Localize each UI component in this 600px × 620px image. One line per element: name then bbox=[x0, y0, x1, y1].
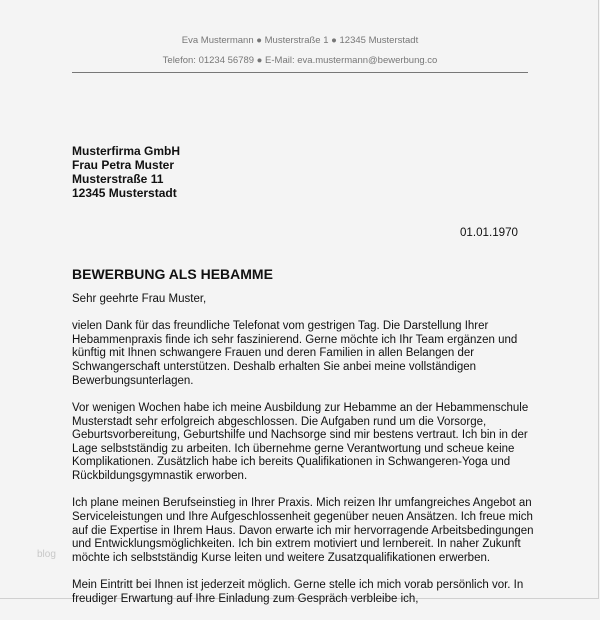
text-line: und Entwicklungsmöglichkeiten. Ich bin extrem motiviert und lernbereit. In naher Zukunft bbox=[72, 538, 521, 551]
text-line: Komplikationen. Zusätzlich habe ich bereits Qualifikationen in Schwangeren-Yoga und bbox=[72, 456, 511, 469]
recipient-street: Musterstraße 11 bbox=[72, 172, 164, 186]
text-line: Bewerbungsunterlagen. bbox=[72, 374, 194, 387]
watermark: blog bbox=[37, 549, 56, 560]
recipient-city: 12345 Musterstadt bbox=[72, 186, 177, 200]
text-line: Schwangerschaft unterstützen. Deshalb erhalten Sie anbei meine vollständigen bbox=[72, 361, 477, 374]
header-divider bbox=[72, 72, 528, 73]
text-line: möchte ich selbstständig Kurse leiten und weitere Zusatzqualifikationen erwerben. bbox=[72, 551, 491, 564]
text-line: Musterstadt sehr erfolgreich abgeschlossen. Die Aufgaben rund um die Vorsorge, bbox=[72, 415, 487, 428]
text-line: Serviceleistungen und Ihre Aufgeschlossenheit gegenüber neuen Ansätzen. Ich freue mich bbox=[72, 510, 533, 523]
salutation: Sehr geehrte Frau Muster, bbox=[72, 293, 207, 305]
text-line: Lage selbstständig zu arbeiten. Ich übernehme gerne Verantwortung und scheue keine bbox=[72, 442, 515, 455]
text-line: Hebammenpraxis finde ich sehr faszinierend. Gerne möchte ich Ihr Team ergänzen und bbox=[72, 333, 518, 346]
text-line: Rückbildungsgymnastik erworben. bbox=[72, 470, 248, 483]
letter-body bbox=[72, 293, 534, 620]
recipient-address bbox=[72, 144, 180, 200]
paragraph bbox=[72, 402, 534, 484]
paragraph bbox=[72, 320, 534, 388]
text-line: künftig mit Ihnen schwangere Frauen und deren Familien in allen Belangen der bbox=[72, 347, 475, 360]
sender-contact: Telefon: 01234 56789 ● E-Mail: eva.mustermann@bewerbung.co bbox=[162, 55, 438, 66]
text-line: auf die Expertise in Ihrem Haus. Davon erwarte ich mir hervorragende Arbeitsbedingungen bbox=[72, 524, 534, 537]
sender-name-address: Eva Mustermann ● Musterstraße 1 ● 12345 Musterstadt bbox=[181, 35, 419, 46]
paragraph bbox=[72, 579, 534, 606]
text-line: Vor wenigen Wochen habe ich meine Ausbildung zur Hebamme an der Hebammenschule bbox=[72, 401, 529, 414]
letter-subject: BEWERBUNG ALS HEBAMME bbox=[72, 266, 273, 282]
text-line: Geburtsvorbereitung, Geburtshilfe und Nachsorge sind mir bestens vertraut. Ich bin in der bbox=[72, 429, 528, 442]
paragraph bbox=[72, 497, 534, 565]
text-line: vielen Dank für das freundliche Telefonat vom gestrigen Tag. Die Darstellung Ihrer bbox=[72, 320, 489, 333]
text-line: Ich plane meinen Berufseinstieg in Ihrer Praxis. Mich reizen Ihr umfangreiches Angebot an bbox=[72, 497, 532, 510]
text-line: freudiger Erwartung auf Ihre Einladung zum Gespräch verbleibe ich, bbox=[72, 592, 419, 605]
text-line: Mein Eintritt bei Ihnen ist jederzeit möglich. Gerne stelle ich mich vorab persönlich vor. In bbox=[72, 579, 524, 592]
recipient-company: Musterfirma GmbH bbox=[72, 144, 181, 158]
recipient-person: Frau Petra Muster bbox=[72, 158, 175, 172]
letter-date: 01.01.1970 bbox=[459, 226, 518, 239]
